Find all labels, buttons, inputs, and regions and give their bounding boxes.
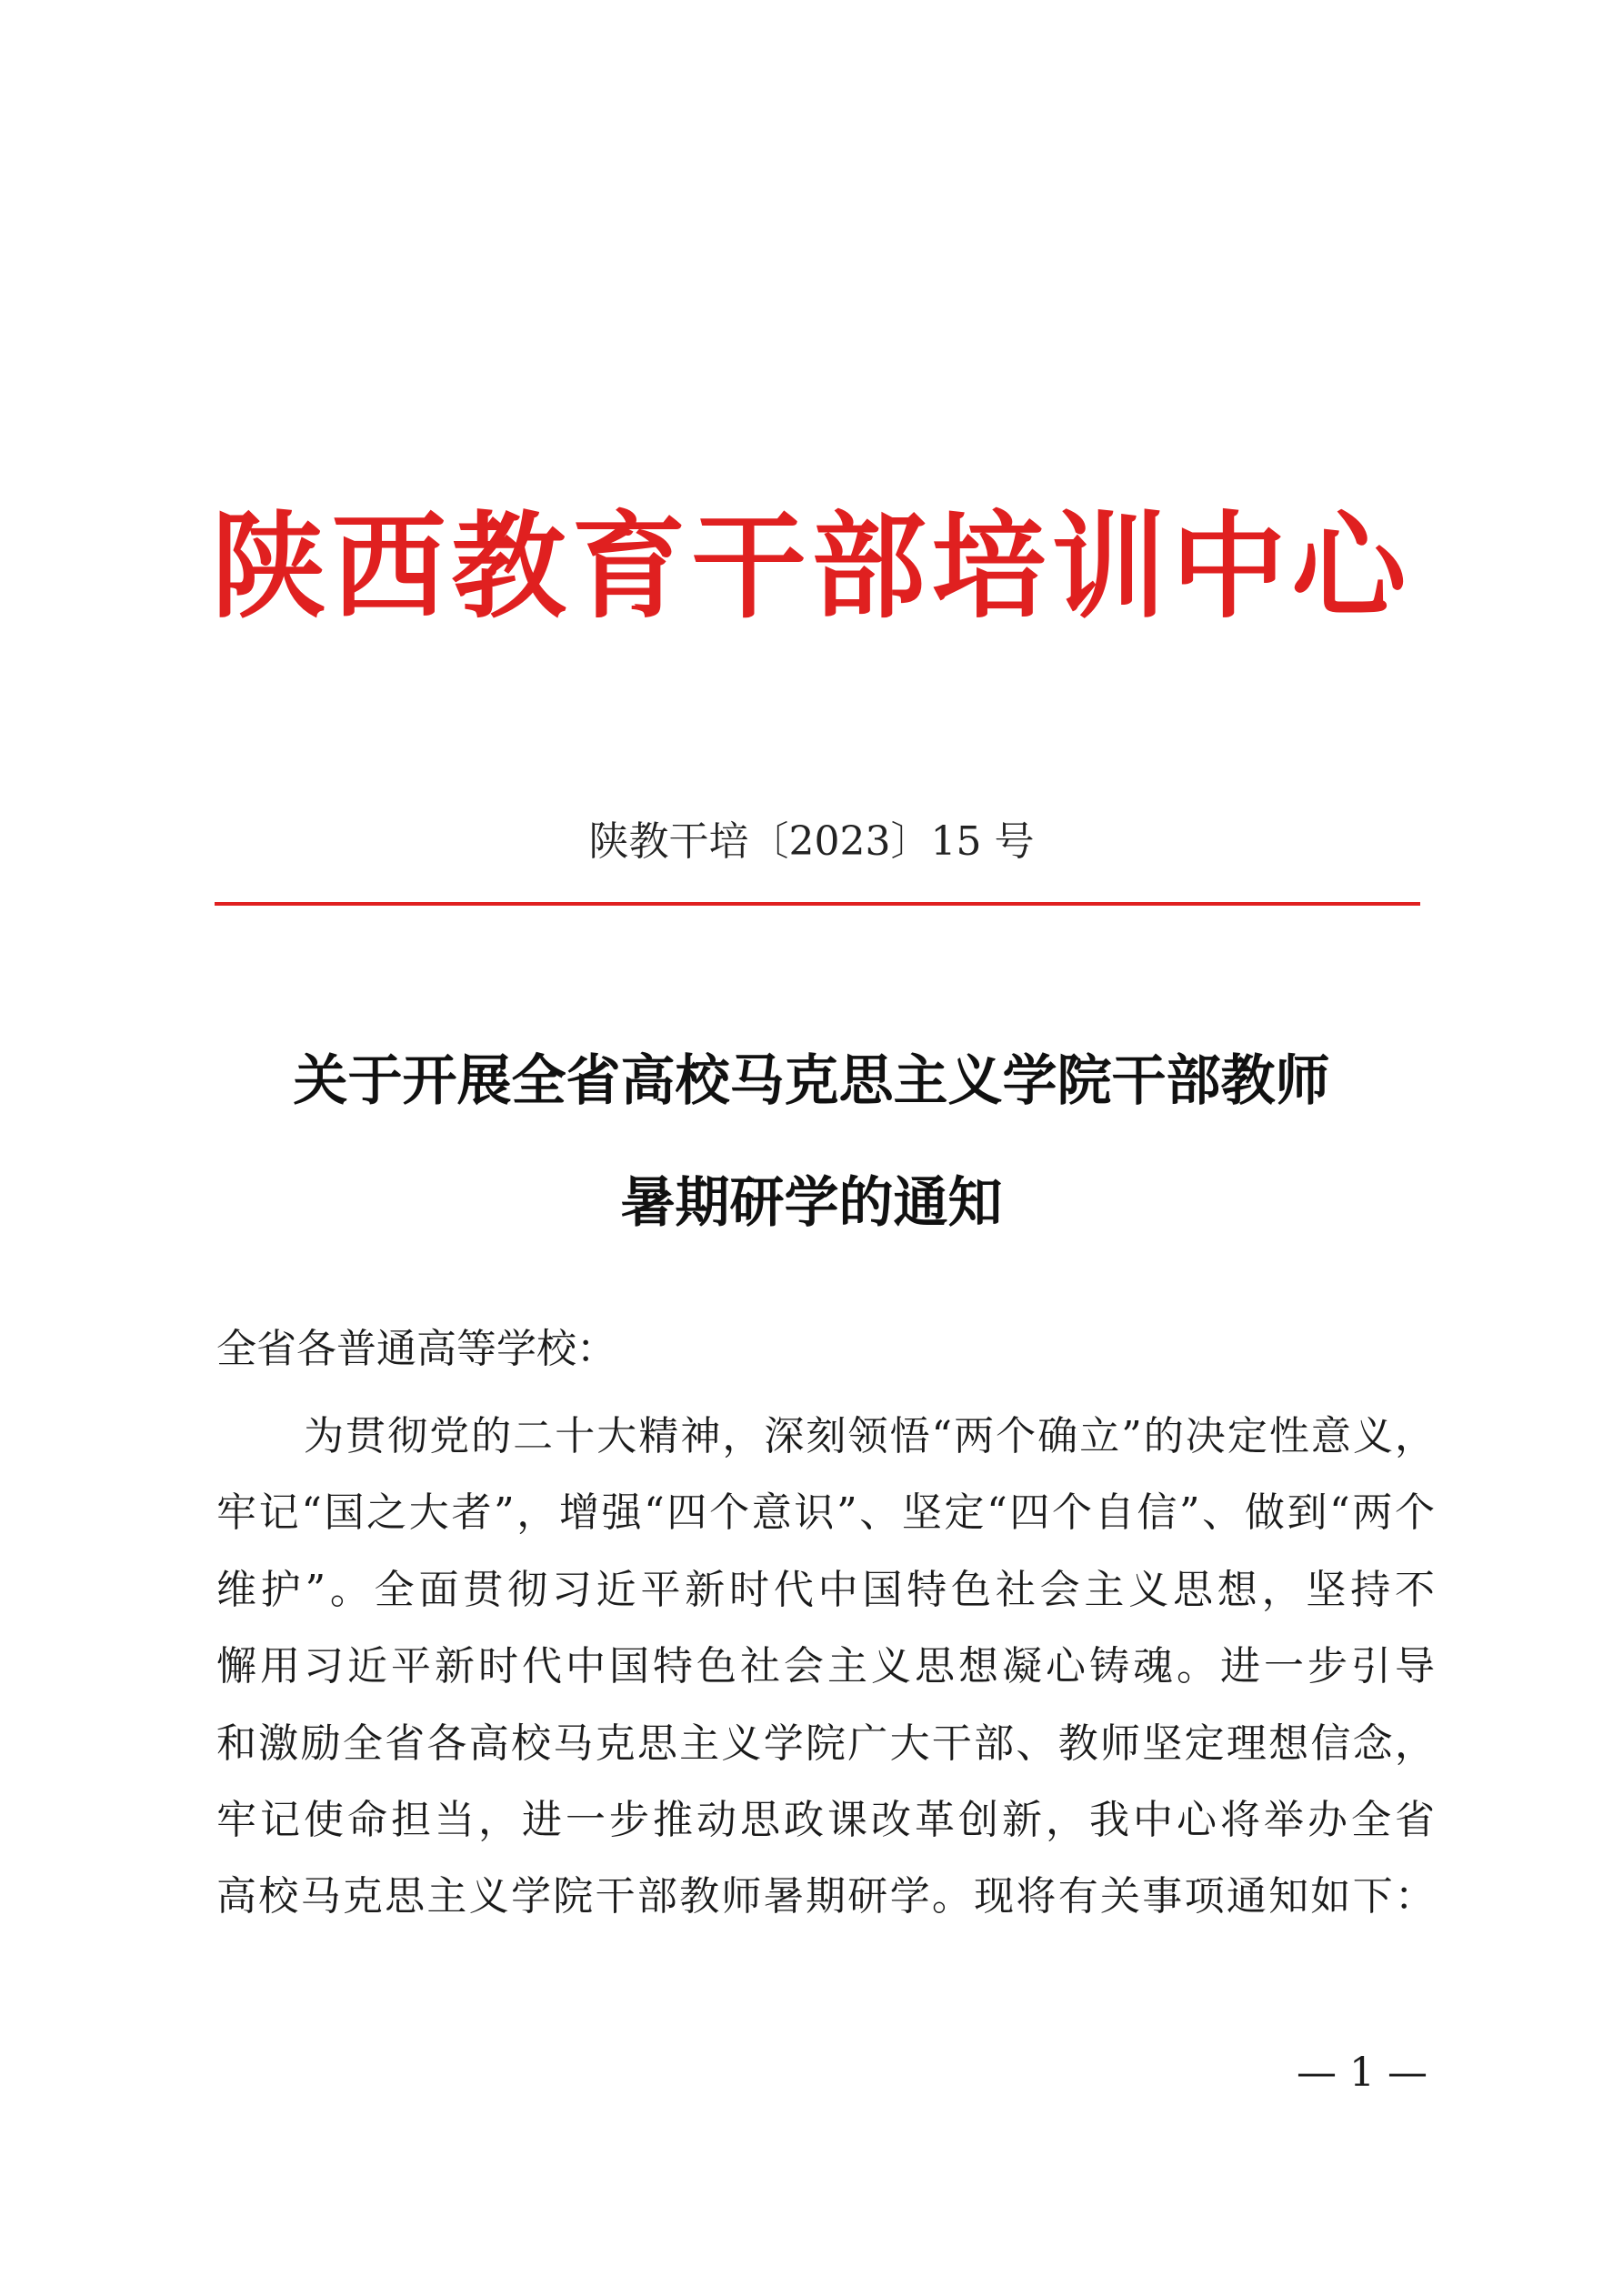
body-line: 为贯彻党的二十大精神，深刻领悟“两个确立”的决定性意义， [304, 1413, 1435, 1459]
document-number: 陕教干培〔2023〕15 号 [588, 818, 1035, 865]
body-line: 和激励全省各高校马克思主义学院广大干部、教师坚定理想信念， [216, 1719, 1435, 1767]
body-paragraph [216, 1399, 1435, 1936]
body-line: 牢记使命担当，进一步推动思政课改革创新，我中心将举办全省 [216, 1797, 1435, 1844]
body-line: 维护”。全面贯彻习近平新时代中国特色社会主义思想，坚持不 [216, 1566, 1435, 1613]
body-line: 牢记“国之大者”，增强“四个意识”、坚定“四个自信”、做到“两个 [216, 1489, 1435, 1537]
org-header: 陕西教育干部培训中心 [211, 499, 1412, 634]
red-divider-line [215, 902, 1420, 906]
body-line: 懈用习近平新时代中国特色社会主义思想凝心铸魂。进一步引导 [216, 1643, 1435, 1690]
page-number: — 1 — [1297, 2050, 1428, 2096]
notice-title [0, 1020, 1623, 1264]
notice-title-line-2: 暑期研学的通知 [620, 1171, 1003, 1235]
salutation: 全省各普通高等学校： [216, 1326, 616, 1372]
body-line: 高校马克思主义学院干部教师暑期研学。现将有关事项通知如下： [216, 1873, 1435, 1920]
notice-title-line-1: 关于开展全省高校马克思主义学院干部教师 [293, 1049, 1330, 1113]
